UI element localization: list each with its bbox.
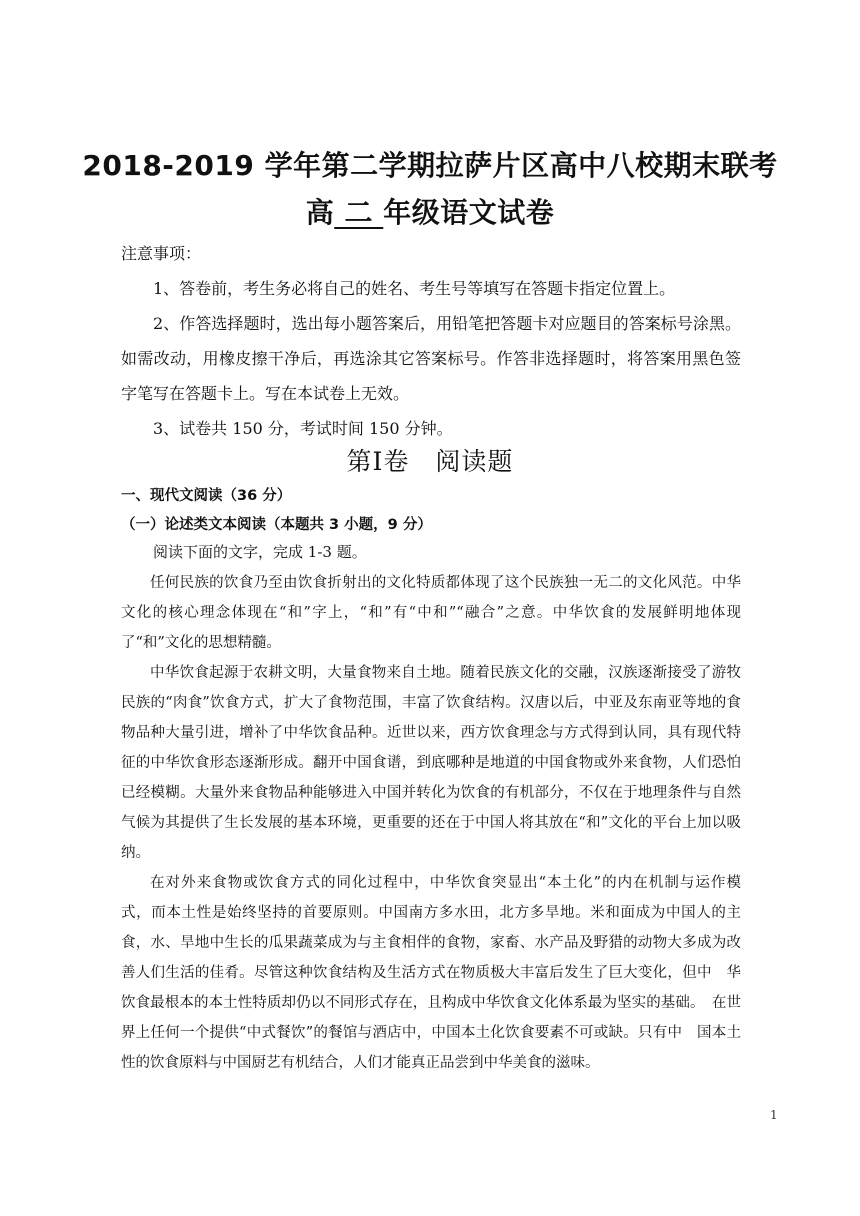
notice-heading: 注意事项： bbox=[121, 244, 202, 263]
subtitle-grade: 二 bbox=[344, 196, 373, 229]
passage-paragraph: 中华饮食起源于农耕文明，大量食物来自土地。随着民族文化的交融，汉族逐渐接受了游牧民族的“肉食”饮食方式，扩大了食物范围，丰富了饮食结构。汉唐以后，中亚及东南亚等地的食物品种大量引进，增补了中华饮食品种。近世以来，西方饮食理念与方式得到认同，具有现代特征的中华饮食形态逐渐形成。翻开中国食谱，到底哪种是地道的中国食物或外来食物，人们恐怕已经模糊。大量外来食物品种能够进入中国并转化为饮食的有机部分，不仅在于地理条件与自然气候为其提供了生长发展的基本环境，更重要的还在于中国人将其放在“和”文化的平台上加以吸纳。 bbox=[121, 665, 741, 861]
section-subheading: （一）论述类文本阅读（本题共 3 小题，9 分） bbox=[121, 517, 432, 533]
passage-paragraph: 在对外来食物或饮食方式的同化过程中，中华饮食突显出“本土化”的内在机制与运作模 式，而本土性是始终坚持的首要原则。中国南方多水田，北方多旱地。米和面成为中国人的主食，水、旱地中生长的瓜果蔬菜成为与主食相伴的食物，家畜、水产品及野猎的动物大多成为改善人们生活的佳肴。尽管这种饮食结构及生活方式在物质极大丰富后发生了巨大变化，但中 华饮食最根本的本土性特质却仍以不同形式存在，且构成中华饮食文化体系最为坚实的基础。 在世界上任何一个提供“中式餐饮”的餐馆与酒店中，中国本土化饮食要素不可或缺。只有中 国本土性的饮食原料与中国厨艺有机结合，人们才能真正品尝到中华美食的滋味。 bbox=[121, 875, 756, 1071]
subtitle-prefix: 高 bbox=[305, 196, 335, 229]
notice-item: 2、作答选择题时，选出每小题答案后，用铅笔把答题卡对应题目的答案标号涂黑。如需改动，用橡皮擦干净后，再选涂其它答案标号。作答非选择题时，将答案用黑色签字笔写在答题卡上。写在本试卷上无效。 bbox=[121, 314, 741, 403]
subtitle-suffix: 年级语文试卷 bbox=[383, 196, 555, 229]
passage-paragraph: 任何民族的饮食乃至由饮食折射出的文化特质都体现了这个民族独一无二的文化风范。中华文化的核心理念体现在“和”字上，“和”有“中和”“融合”之意。中华饮食的发展鲜明地体现了“和”文化的思想精髓。 bbox=[121, 575, 741, 651]
section-heading: 一、现代文阅读（36 分） bbox=[121, 488, 292, 504]
reading-passage bbox=[121, 568, 756, 1078]
page-number: 1 bbox=[770, 1108, 778, 1122]
notice-item: 3、试卷共 150 分，考试时间 150 分钟。 bbox=[153, 419, 453, 438]
notice-item: 1、答卷前，考生务必将自己的姓名、考生号等填写在答题卡指定位置上。 bbox=[153, 279, 676, 298]
exam-subtitle bbox=[0, 191, 860, 231]
reading-instruction: 阅读下面的文字，完成 1-3 题。 bbox=[153, 543, 367, 561]
notice-section bbox=[121, 236, 741, 446]
exam-title: 2018-2019 学年第二学期拉萨片区高中八校期末联考 bbox=[82, 149, 778, 182]
part-title: 第Ⅰ卷 阅读题 bbox=[346, 447, 514, 476]
